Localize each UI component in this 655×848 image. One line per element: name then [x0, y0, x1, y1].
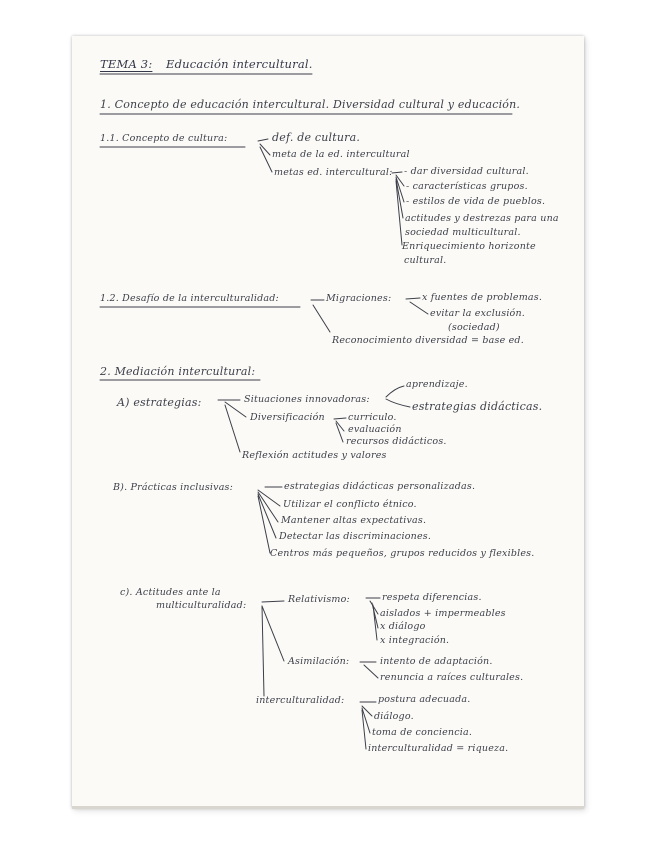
page-shadow-edge — [72, 806, 584, 809]
b-item: Detectar las discriminaciones. — [279, 531, 432, 542]
tema-label: TEMA 3: — [100, 57, 153, 71]
section-1-1-heading: 1.1. Concepto de cultura: — [100, 133, 228, 144]
interculturalidad-item: diálogo. — [374, 711, 414, 722]
relativismo-item: aislados + impermeables — [380, 608, 506, 619]
diversificacion-item: evaluación — [348, 424, 402, 435]
section-1-heading: 1. Concepto de educación intercultural. Diversidad cultural y educación. — [100, 98, 521, 111]
c-label-line2: multiculturalidad: — [156, 600, 247, 611]
diversificacion-label: Diversificación — [250, 412, 325, 423]
s11-item-metas: metas ed. intercultural: — [274, 167, 393, 178]
diversificacion-item: recursos didácticos. — [346, 436, 447, 447]
section-2-heading: 2. Mediación intercultural: — [100, 365, 256, 378]
situaciones-item: estrategias didácticas. — [412, 400, 543, 413]
interculturalidad-item: toma de conciencia. — [372, 727, 473, 738]
interculturalidad-label: interculturalidad: — [256, 695, 345, 706]
section-1-2-heading: 1.2. Desafío de la interculturalidad: — [100, 293, 279, 304]
a-label: A) estrategias: — [117, 396, 202, 409]
asimilacion-item: renuncia a raíces culturales. — [380, 672, 524, 683]
b-item: Mantener altas expectativas. — [281, 515, 427, 526]
metas-item: - estilos de vida de pueblos. — [406, 196, 546, 207]
relativismo-item: x integración. — [380, 635, 450, 646]
c-label: c). Actitudes ante la — [120, 587, 221, 598]
s11-item-def: def. de cultura. — [272, 131, 361, 144]
metas-item: Enriquecimiento horizonte — [402, 241, 536, 252]
migraciones-item: x fuentes de problemas. — [422, 292, 543, 303]
migraciones-item: (sociedad) — [448, 322, 500, 333]
reconocimiento-text: Reconocimiento diversidad = base ed. — [332, 335, 524, 346]
metas-item: cultural. — [404, 255, 447, 266]
metas-item: - dar diversidad cultural. — [404, 166, 529, 177]
page-title: Educación intercultural. — [166, 57, 313, 71]
b-item: estrategias didácticas personalizadas. — [284, 481, 476, 492]
situaciones-label: Situaciones innovadoras: — [244, 394, 370, 405]
relativismo-item: respeta diferencias. — [382, 592, 482, 603]
relativismo-item: x diálogo — [380, 621, 426, 632]
b-label: B). Prácticas inclusivas: — [113, 482, 234, 493]
asimilacion-item: intento de adaptación. — [380, 656, 493, 667]
interculturalidad-item: postura adecuada. — [378, 694, 471, 705]
diversificacion-item: curriculo. — [348, 412, 397, 423]
b-item: Utilizar el conflicto étnico. — [283, 499, 417, 510]
interculturalidad-item: interculturalidad = riqueza. — [368, 743, 509, 754]
asimilacion-label: Asimilación: — [288, 656, 350, 667]
s11-item-meta: meta de la ed. intercultural — [272, 149, 410, 160]
b-item: Centros más pequeños, grupos reducidos y flexibles. — [270, 548, 535, 559]
migraciones-item: evitar la exclusión. — [430, 308, 526, 319]
reflexion-text: Reflexión actitudes y valores — [242, 450, 387, 461]
relativismo-label: Relativismo: — [288, 594, 350, 605]
metas-item: sociedad multicultural. — [405, 227, 521, 238]
metas-item: actitudes y destrezas para una — [405, 213, 559, 224]
situaciones-item: aprendizaje. — [406, 379, 468, 390]
metas-item: - características grupos. — [406, 181, 528, 192]
migraciones-label: Migraciones: — [326, 293, 392, 304]
